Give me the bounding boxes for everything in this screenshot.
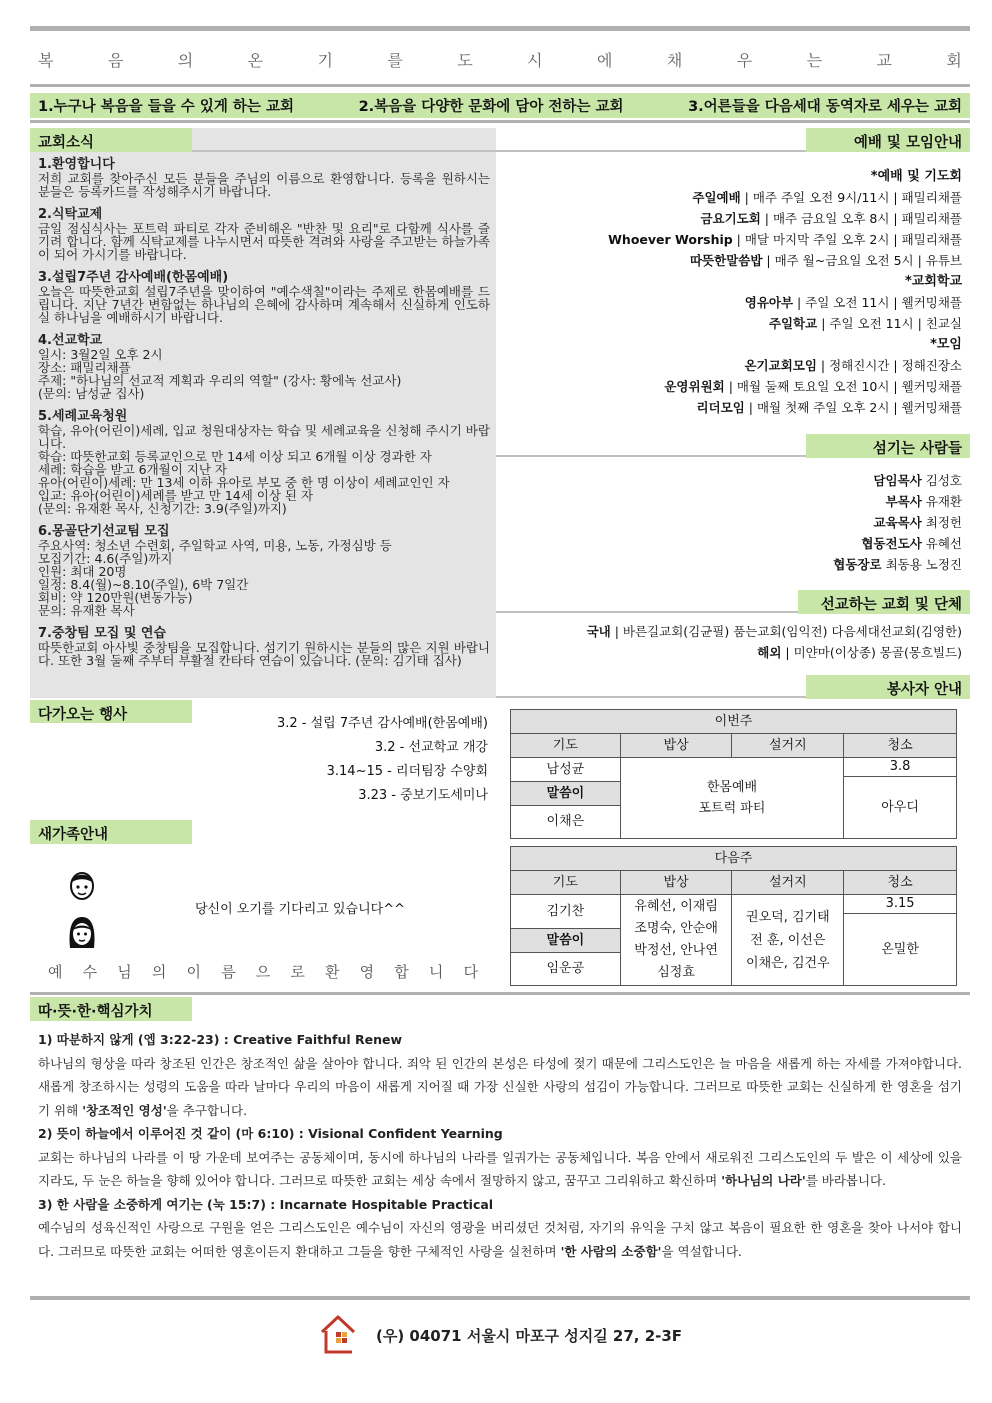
newfamily-welcome-line [48,961,478,982]
servant-name: 최정헌 [921,515,962,530]
news-item-body: 오늘은 따뜻한교회 설립7주년을 맞이하여 "예수색칠"이라는 주제로 한몸예배를 드립니다. 지난 7년간 변함없는 하나님의 은혜에 감사하며 계속해서 신실하게 인도하실 하나님을 예배하시기 바랍니다. [38,284,490,325]
worship-group-heading: *교회학교 [904,274,962,289]
welcome-char: 이 [186,963,201,981]
clean-date-cell: 3.8 [844,758,957,777]
servant-row [492,554,962,575]
servant-role: 담임목사 [873,473,922,488]
motto-char: 우 [736,51,753,70]
top-rule [30,26,970,31]
news-item-heading: 6.몽골단기선교팀 모집 [38,524,170,539]
welcome-char: 예 [48,963,63,981]
worship-row [492,292,962,313]
news-item-line: 회비: 약 120만원(변동가능) [38,590,193,605]
servant-role: 부목사 [885,494,922,509]
worship-row-detail: | 매주 금요일 오후 8시 | 패밀리채플 [760,211,962,226]
motto-char: 도 [457,51,473,70]
servant-row [492,512,962,533]
missions-list [492,621,962,663]
table-header: 설거지 [732,871,844,895]
dish-line: 이채은, 김건우 [746,955,830,971]
core-body [38,1216,962,1263]
welcome-char: 름 [221,963,236,981]
news-list [38,158,490,677]
table-header: 밥상 [620,734,732,758]
news-title: 교회소식 [30,128,192,152]
volunteers-next-week-table [510,846,957,986]
welcome-char: 합 [394,963,409,981]
volunteers-this-week-table [510,709,957,839]
word-label-cell: 말씀이 [511,782,621,806]
news-item-line: 문의: 유재환 목사 [38,603,135,618]
volunteers-title: 봉사자 안내 [806,675,970,699]
news-item [38,334,490,400]
clean-date-cell: 3.15 [844,895,957,914]
word-cell: 임운공 [511,953,621,986]
news-item-heading: 5.세례교육청원 [38,409,128,424]
news-item-line: 입교: 유아(어린이)세례를 받고 만 14세 이상 된 자 [38,488,314,503]
core-body [38,1146,962,1193]
news-item-line: 세례: 학습을 받고 6개월이 지난 자 [38,462,228,477]
woman-face-icon [66,914,98,950]
servant-role: 협동장로 [833,557,882,572]
worship-row-detail: | 매주 월~금요일 오전 5시 | 유튜브 [762,253,962,268]
table-header: 청소 [844,871,957,895]
worship-row-detail: | 매달 마지막 주일 오후 2시 | 패밀리채플 [732,232,962,247]
event-item: 3.23 - 중보기도세미나 [358,788,488,803]
newfamily-title: 새가족안내 [30,820,192,844]
core-emphasis: '창조적인 영성' [82,1102,167,1118]
worship-row [492,229,962,250]
man-face-icon [66,868,98,902]
core-body-text: 를 바라봅니다. [805,1173,887,1188]
core-body-text: 하나님의 형상을 따라 창조된 인간은 창조적인 삶을 살아야 합니다. 죄악 된 인간의 본성은 타성에 젖기 때문에 그리스도인은 늘 마음을 새롭게 하는 자세를 가져야합니다. 새롭게 창조하시는 성령의 도움을 따라 날마다 우리의 마음이 새롭게 지어질 때 가장 신실한 사랑의 섬김이 가능합니다. 그러므로 따뜻한 교회는 신실하게 한 영혼을 섬기기 위해 [38,1055,962,1118]
news-item-line: 모집기간: 4.6(주일)까지 [38,551,173,566]
news-item-line: 인원: 최대 20명 [38,564,127,579]
news-item-line: (문의: 유재환 목사, 신청기간: 3.9(주일)까지) [38,501,287,516]
worship-row-name: Whoever Worship [608,232,733,247]
news-item-heading: 7.중창팀 모집 및 연습 [38,626,167,641]
servant-name: 최동용 노정진 [881,557,962,572]
news-item [38,158,490,198]
core-body-text: 을 추구합니다. [166,1102,248,1118]
table-caption: 다음주 [511,847,957,871]
motto-rule [30,84,970,87]
news-item [38,208,490,261]
welcome-char: 영 [359,963,375,981]
vision-3: 3.어른들을 다음세대 동역자로 세우는 교회 [688,99,962,115]
news-title-rule [192,150,806,152]
core-heading: 3) 한 사람을 소중하게 여기는 (눅 15:7) : Incarnate Hospitable Practical [38,1196,494,1212]
core-title: 따·뜻·한·핵심가치 [30,997,192,1021]
core-body [38,1052,962,1123]
servant-name: 유재환 [921,494,962,509]
worship-row-name: 금요기도회 [700,211,761,226]
worship-list [492,166,962,418]
table-header: 밥상 [620,871,732,895]
worship-row [492,187,962,208]
news-item-line: 학습: 따뜻한교회 등록교인으로 만 14세 이상 되고 6개월 이상 경과한 자 [38,449,432,464]
worship-row-name: 리더모임 [696,400,745,415]
news-item-line: 주제: "하나님의 선교적 계획과 우리의 역할" (강사: 황에녹 선교사) [38,373,402,388]
core-body-text: 교회는 하나님의 나라를 이 땅 가운데 보여주는 공동체이며, 동시에 하나님의 나라를 일궈가는 공동체입니다. 복음 안에서 새로워진 그리스도인의 두 발은 이 세상에 있을 지라도, 두 눈은 하늘을 향해 있어야 합니다. 그러므로 따뜻한 교회는 세상 속에서 절망하지 않고, 꿈꾸고 그리워하고 확신하며 [38,1149,962,1188]
news-item-body: 따뜻한교회 아사빛 중창팀을 모집합니다. 섬기기 원하시는 분들의 많은 지원 바랍니다. 또한 3월 둘째 주부터 부활절 칸타타 연습이 있습니다. (문의: 김기태 집사) [38,640,490,668]
worship-row-name: 운영위원회 [664,379,725,394]
news-item [38,410,490,515]
newfamily-message: 당신이 오기를 기다리고 있습니다^^ [195,902,405,917]
news-item-line: 유아(어린이)세례: 만 13세 이하 유아로 부모 중 한 명 이상이 세례교인인 자 [38,475,450,490]
motto-char: 복 [38,51,54,70]
mission-row [492,621,962,642]
news-item-line: (문의: 남성균 집사) [38,386,145,401]
word-label-cell: 말씀이 [511,929,621,953]
news-item-line: 주요사역: 청소년 수련회, 주일학교 사역, 미용, 노동, 가정심방 등 [38,538,392,553]
worship-row [492,397,962,418]
news-item [38,271,490,324]
mission-label: 해외 [757,645,782,660]
core-body-text: 예수님의 성육신적인 사랑으로 구원을 얻은 그리스도인은 예수님이 자신의 영광을 버리셨던 것처럼, 자기의 유익을 구치 않고 복음이 필요한 한 영혼을 찾아 나서야 합니다. 그러므로 따뜻한 교회는 어떠한 영혼이든지 환대하고 그들을 향한 구체적인 사랑을 실천하며 [38,1220,962,1259]
vision-2: 2.복음을 다양한 문화에 담아 전하는 교회 [358,99,624,115]
worship-row-name: 주일학교 [768,316,818,331]
meal-cell [620,895,732,986]
vision-1: 1.누구나 복음을 들을 수 있게 하는 교회 [38,99,294,115]
welcome-char: 니 [428,963,444,981]
motto-char: 시 [527,51,543,70]
welcome-char: 환 [325,963,340,981]
prayer-cell: 남성균 [511,758,621,782]
clean-cell: 아우디 [844,777,957,839]
mission-detail: | 바른길교회(김균필) 품는교회(임익전) 다음세대선교회(김영한) [610,624,962,639]
motto-char: 는 [806,51,823,70]
word-cell: 이채은 [511,806,621,839]
worship-row-detail: | 매주 주일 오전 9시/11시 | 패밀리채플 [740,190,962,205]
servant-role: 교육목사 [873,515,922,530]
event-item: 3.2 - 선교학교 개강 [374,740,488,755]
meal-line: 박정선, 안나연 [634,943,718,958]
news-item-heading: 1.환영합니다 [38,157,115,172]
table-header: 기도 [511,871,621,895]
news-item-line: 일시: 3월2일 오후 2시 [38,347,163,362]
meal-line: 포트럭 파티 [698,801,766,816]
prayer-cell: 김기찬 [511,895,621,929]
worship-row-name: 온기교회모임 [744,358,817,373]
meal-line: 유혜선, 이재림 [634,899,718,914]
news-item [38,525,490,617]
events-list [200,712,488,808]
welcome-char: 으 [255,963,271,981]
event-item: 3.2 - 설립 7주년 감사예배(한몸예배) [276,716,488,731]
dish-line: 권오덕, 김기태 [746,909,830,925]
worship-row-detail: | 주일 오전 11시 | 웰커밍채플 [793,295,962,310]
worship-row-detail: | 정해진시간 | 정해진장소 [816,358,962,373]
motto-char: 를 [387,51,403,70]
vision-bar [30,93,970,118]
mission-row [492,642,962,663]
core-heading: 1) 따분하지 않게 (엡 3:22-23) : Creative Faithful Renew [38,1032,403,1047]
meal-line: 조명숙, 안순애 [634,921,718,936]
motto-char: 의 [177,51,194,70]
table-header: 청소 [844,734,957,758]
servant-row [492,491,962,512]
worship-row [492,250,962,271]
dish-line: 전 훈, 이선은 [750,932,826,948]
welcome-char: 로 [290,963,305,981]
core-emphasis: '하나님의 나라' [721,1173,806,1188]
table-header: 설거지 [732,734,844,758]
worship-row [492,313,962,334]
servant-name: 유혜선 [921,536,962,551]
motto-char: 기 [317,51,333,70]
news-item-line: 일정: 8.4(월)~8.10(주일), 6박 7일간 [38,577,249,592]
worship-row-detail: | 주일 오전 11시 | 친교실 [817,316,962,331]
core-values [38,1028,962,1263]
clean-cell: 온밀한 [844,914,957,986]
worship-row-name: 주일예배 [692,190,741,205]
motto-char: 회 [946,51,962,70]
news-item-body: 금일 점심식사는 포트럭 파티로 각자 준비해온 "반찬 및 요리"로 다함께 식사를 즐기려 합니다. 함께 식탁교제를 나누시면서 따뜻한 격려와 사랑을 주고받는 하늘가족이 되어 가시기를 바랍니다. [38,221,490,262]
missions-title: 선교하는 교회 및 단체 [798,590,970,614]
mission-label: 국내 [586,624,611,639]
meal-cell [620,758,843,839]
news-item-line: 학습, 유아(어린이)세례, 입교 청원대상자는 학습 및 세례교육을 신청해 주시기 바랍니다. [38,423,490,451]
events-title: 다가오는 행사 [30,700,192,723]
worship-row [492,208,962,229]
servant-row [492,470,962,491]
worship-row-name: 따뜻한말씀밥 [689,253,763,268]
core-body-text: 을 역설합니다. [661,1243,742,1259]
vision-rule [30,120,970,123]
core-emphasis: '한 사람의 소중함' [560,1243,662,1259]
news-item-heading: 3.설립7주년 감사예배(한몸예배) [38,270,229,285]
worship-group-heading: *모임 [930,337,962,352]
news-item-line: 장소: 패밀리채플 [38,360,131,375]
motto-char: 교 [876,51,892,70]
church-house-logo-icon [318,1312,358,1356]
church-motto [38,48,962,71]
core-rule [30,992,970,995]
worship-row-detail: | 매월 첫째 주일 오후 2시 | 웰커밍채플 [744,400,962,415]
core-heading: 2) 뜻이 하늘에서 이루어진 것 같이 (마 6:10) : Visional Confident Yearning [38,1126,503,1141]
mission-detail: | 미얀마(이상종) 몽골(몽흐빌드) [781,645,962,660]
welcome-char: 수 [82,963,98,981]
worship-row-detail: | 매월 둘째 토요일 오전 10시 | 웰커밍채플 [724,379,962,394]
meal-line: 한몸예배 [706,780,758,795]
news-item-heading: 4.선교학교 [38,333,103,348]
motto-char: 채 [666,51,683,70]
church-address: (우) 04071 서울시 마포구 성지길 27, 2-3F [376,1327,683,1345]
worship-group-heading: *예배 및 기도회 [870,169,962,184]
motto-char: 온 [247,51,264,70]
table-header: 기도 [511,734,621,758]
welcome-char: 의 [151,963,167,981]
worship-title: 예배 및 모임안내 [806,128,970,152]
servant-role: 협동전도사 [861,536,922,551]
news-item-body: 저희 교회를 찾아주신 모든 분들을 주님의 이름으로 환영합니다. 등록을 원하시는 분들은 등록카드를 작성해주시기 바랍니다. [38,171,490,199]
servants-list [492,470,962,575]
motto-char: 에 [597,51,613,70]
welcome-char: 다 [463,963,478,981]
worship-row-name: 영유아부 [744,295,794,310]
worship-row [492,376,962,397]
servant-name: 김성호 [921,473,962,488]
welcome-char: 님 [117,963,132,981]
servants-title: 섬기는 사람들 [806,434,970,458]
worship-row [492,355,962,376]
meal-line: 심정효 [657,965,695,980]
event-item: 3.14~15 - 리더팀장 수양회 [326,764,488,779]
servant-row [492,533,962,554]
dish-cell [732,895,844,986]
table-caption: 이번주 [511,710,957,734]
motto-char: 음 [107,51,124,70]
news-item [38,627,490,667]
news-item-heading: 2.식탁교제 [38,207,103,222]
bottom-rule [30,1296,970,1300]
